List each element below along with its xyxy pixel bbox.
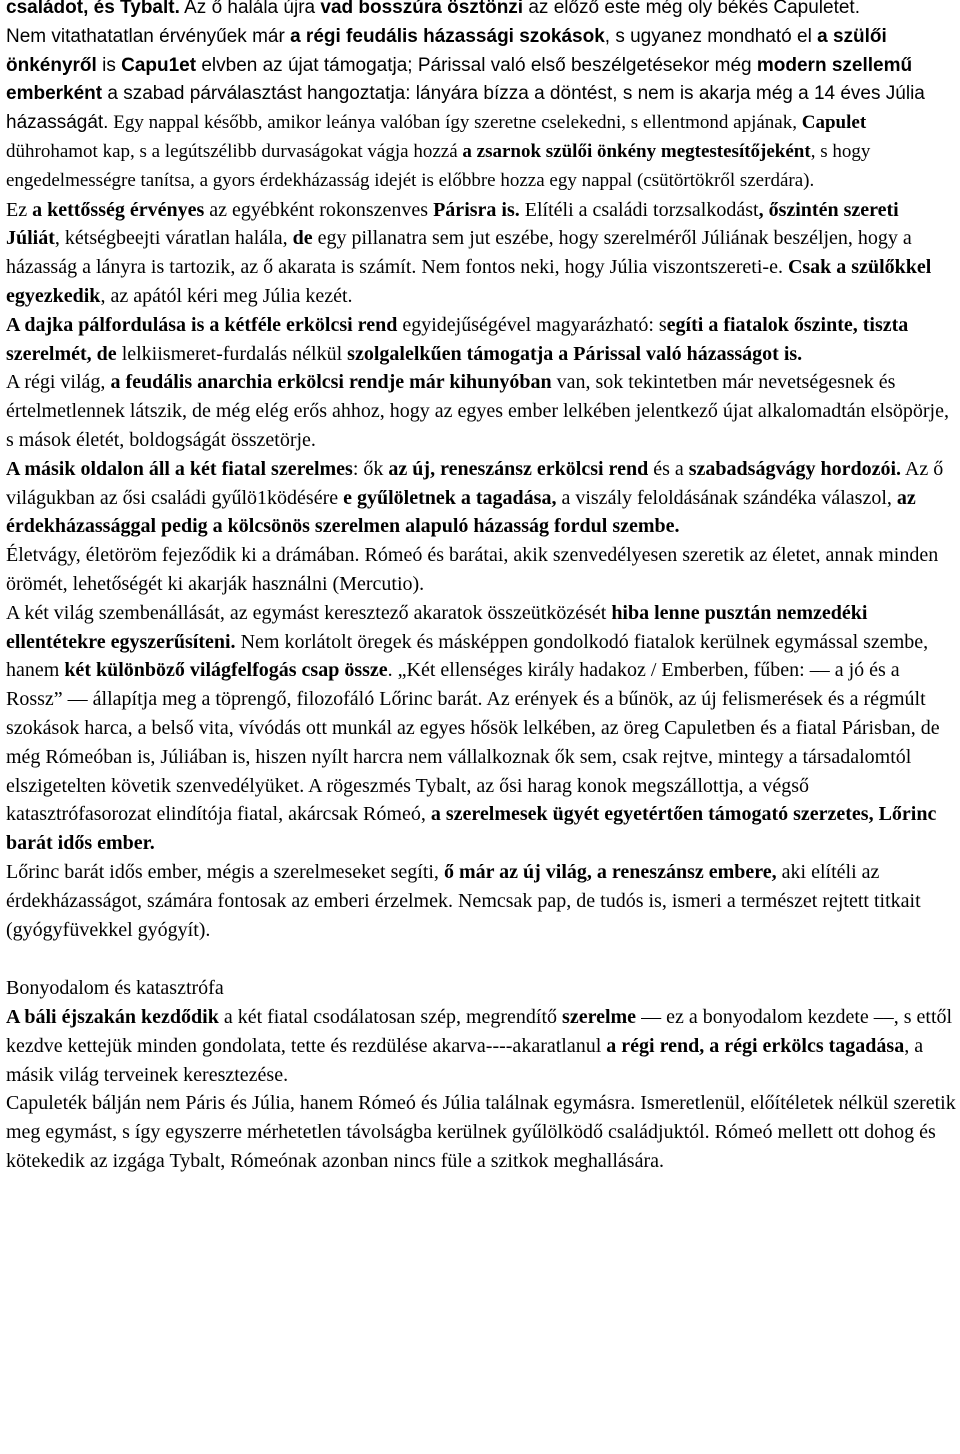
text-run: is — [96, 54, 122, 76]
text-run: az előző este még oly békés Capuletet. — [523, 0, 860, 18]
text-run: a viszály feloldásának szándéka válaszol, — [556, 486, 897, 509]
text-run: van, sok tekintetben már nevetségesnek és értelmetlennek látszik, de még elég erős ahhoz, hogy az egyes ember lelkében jelentkező újat alkalomadtán elsöpörje, s mások életét, boldogságát összetörje. — [6, 371, 949, 451]
bold-text: szolgalelkűen támogatja a Párissal való házasságot is. — [347, 342, 803, 365]
text-run: Egy nappal később, amikor leánya valóban így szeretne cselekedni, s ellentmond apjának, — [108, 112, 802, 134]
bold-text: A báli éjszakán kezdődik — [6, 1006, 219, 1029]
paragraph — [6, 974, 956, 1003]
text-run: Lőrinc barát idős ember, mégis a szerelmeseket segíti, — [6, 860, 444, 883]
text-run: Bonyodalom és katasztrófa — [6, 977, 224, 1000]
paragraph — [6, 196, 956, 311]
paragraph — [6, 0, 956, 23]
text-run: : ők — [352, 457, 389, 480]
bold-text: , őszintén szereti Júliát — [6, 198, 899, 250]
paragraph — [6, 858, 956, 944]
bold-text: Capulet — [801, 112, 867, 134]
text-run: Nem vitathatatlan érvényűek már — [6, 25, 291, 47]
bold-text: egíti a fiatalok őszinte, tiszta szerelmét, de — [6, 313, 909, 365]
bold-text: modern szellemű emberként — [6, 54, 913, 105]
document-body — [6, 0, 956, 1176]
bold-text: a kettősség érvényes — [32, 198, 205, 221]
paragraph — [6, 599, 956, 858]
bold-text: az új, reneszánsz erkölcsi rend — [388, 457, 649, 480]
text-run: . „Két ellenséges király hadakoz / Emberben, fűben: –– a jó és a Rossz” –– állapítja meg a töprengő, filozofáló Lőrinc barát. Az erények és a bűnök, az új felismerések és a régmúlt szokások harca, a belső vita, vívódás ott munkál az egyes hősök lelkében, az öreg Capuletben és a fiatal Párisban, de még Rómeóban is, Júliában is, hiszen nyílt harcra nem vállalkoznak ők sem, csak rejtve, mintegy a társadalomtól elszigetelten követik szenvedélyüket. A rögeszmés Tybalt, az ősi harag konok megszállottja, a végső katasztrófasorozat elindítója fiatal, akárcsak Rómeó, — [6, 659, 940, 826]
bold-text: ő már az új világ, a reneszánsz embere, — [443, 860, 777, 883]
bold-text: e gyűlöletnek a tagadása, — [343, 486, 557, 509]
text-run: egy pillanatra sem jut eszébe, hogy szerelméről Júliának beszéljen, hogy a házasság a lányra is tartozik, az ő akarata is számít. Nem fontos neki, hogy Júlia viszontszereti-e. — [6, 227, 912, 279]
text-run: Az ő világukban az ősi családi gyűlö1ködésére — [6, 457, 944, 509]
paragraph-gap — [6, 944, 956, 974]
text-run: az egyébként rokonszenves — [204, 198, 434, 221]
bold-text: Capu1et — [121, 54, 197, 76]
text-run: lelkiismeret-furdalás nélkül — [116, 342, 348, 365]
bold-text: a zsarnok szülői önkény megtestesítőjeként — [462, 140, 811, 162]
bold-text: szabadságvágy hordozói. — [688, 457, 901, 480]
bold-text: szerelme — [562, 1006, 637, 1029]
text-run: a szabad párválasztást hangoztatja: lányára bízza a döntést, s nem is akarja még a 14 éves Júlia házasságát. — [6, 83, 925, 134]
bold-text: A dajka pálfordulása is a kétféle — [6, 313, 282, 336]
text-run: dührohamot kap, s a legútszélibb durvaságokat vágja hozzá — [6, 140, 463, 162]
text-run: Nem korlátolt öregek és másképpen gondolkodó fiatalok kerülnek egymással szembe, hanem — [6, 630, 929, 682]
bold-text: a feudális anarchia erkölcsi rendje már kihunyóban — [110, 371, 552, 394]
bold-text: családot, és Tybalt. — [6, 0, 180, 18]
bold-text: erkölcsi rend — [286, 313, 398, 336]
bold-text: a régi feudális házassági szokások — [290, 25, 605, 47]
paragraph — [6, 541, 956, 599]
text-run: , s hogy engedelmességre tanítsa, a gyors érdekházasság idejét is előbbre hozza egy nappal (csütörtökről szerdára). — [6, 140, 871, 191]
text-run: elvben az újat támogatja; Párissal való első beszélgetésekor még — [196, 54, 757, 76]
paragraph — [6, 1003, 956, 1089]
text-run: A két világ szembenállását, az egymást keresztező akaratok összeütközését — [6, 601, 612, 624]
paragraph — [6, 23, 956, 196]
paragraph — [6, 1089, 956, 1175]
paragraph — [6, 368, 956, 454]
text-run: Capuleték bálján nem Páris és Júlia, hanem Rómeó és Júlia találnak egymásra. Ismeretlenül, előítéletek nélkül szeretik meg egymást, s így egyszerre mérhetetlen távolságba kerülnek gyűlölködő családjuktól. Rómeó mellett ott dohog és kötekedik az izgága Tybalt, Rómeónak azonban nincs füle a szitkok meghallására. — [6, 1092, 956, 1173]
paragraph — [6, 455, 956, 541]
text-run: és a — [648, 457, 689, 480]
bold-text: A másik oldalon áll a két fiatal szerelmes — [6, 457, 353, 480]
paragraph — [6, 311, 956, 369]
bold-text: két különböző világfelfogás csap össze — [64, 659, 388, 682]
bold-text: az érdekházassággal pedig a kölcsönös szerelmen alapuló házasság fordul szembe. — [6, 486, 916, 538]
text-run: , a másik világ terveinek keresztezése. — [6, 1034, 924, 1086]
text-run: Az ő halála újra — [179, 0, 321, 18]
bold-text: vad bosszúra ösztönzi — [320, 0, 524, 18]
bold-text: a szerelmesek ügyét egyetértően támogató szerzetes, Lőrinc barát idős ember. — [6, 803, 937, 855]
text-run: , az apától kéri meg Júlia kezét. — [100, 284, 353, 307]
text-run: A régi világ, — [6, 371, 111, 394]
bold-text: Párisra is. — [433, 198, 520, 221]
text-run: aki elítéli az érdekházasságot, számára fontosak az emberi érzelmek. Nemcsak pap, de tudós is, ismeri a természet rejtett titkait (gyógyfüvekkel gyógyít). — [6, 860, 921, 941]
bold-text: a szülői önkényről — [6, 25, 887, 76]
bold-text: Csak a szülőkkel egyezkedik — [6, 256, 932, 307]
text-run: –– ez a bonyodalom kezdete ––, s ettől kezdve kettejük minden gondolata, tette és rezdülése akarva----akaratlanul — [6, 1006, 953, 1057]
text-run: , kétségbeejti váratlan halála, — [54, 227, 293, 250]
text-run: a két fiatal csodálatosan szép, megrendítő — [218, 1006, 563, 1029]
bold-text: a régi rend, a régi erkölcs tagadása — [606, 1034, 905, 1057]
text-run: egyidejűségével magyarázható: s — [397, 313, 667, 336]
bold-text: hiba lenne pusztán nemzedéki ellentétekre egyszerűsíteni. — [6, 601, 868, 653]
text-run: Életvágy, életöröm fejeződik ki a drámában. Rómeó és barátai, akik szenvedélyesen szeretik az életet, annak minden örömét, lehetőségét ki akarják használni (Mercutio). — [6, 544, 939, 595]
bold-text: de — [292, 227, 313, 250]
text-run: , s ugyanez mondható el — [604, 25, 818, 47]
text-run: Elítéli a családi torzsalkodást — [519, 198, 759, 221]
text-run: Ez — [6, 198, 33, 221]
